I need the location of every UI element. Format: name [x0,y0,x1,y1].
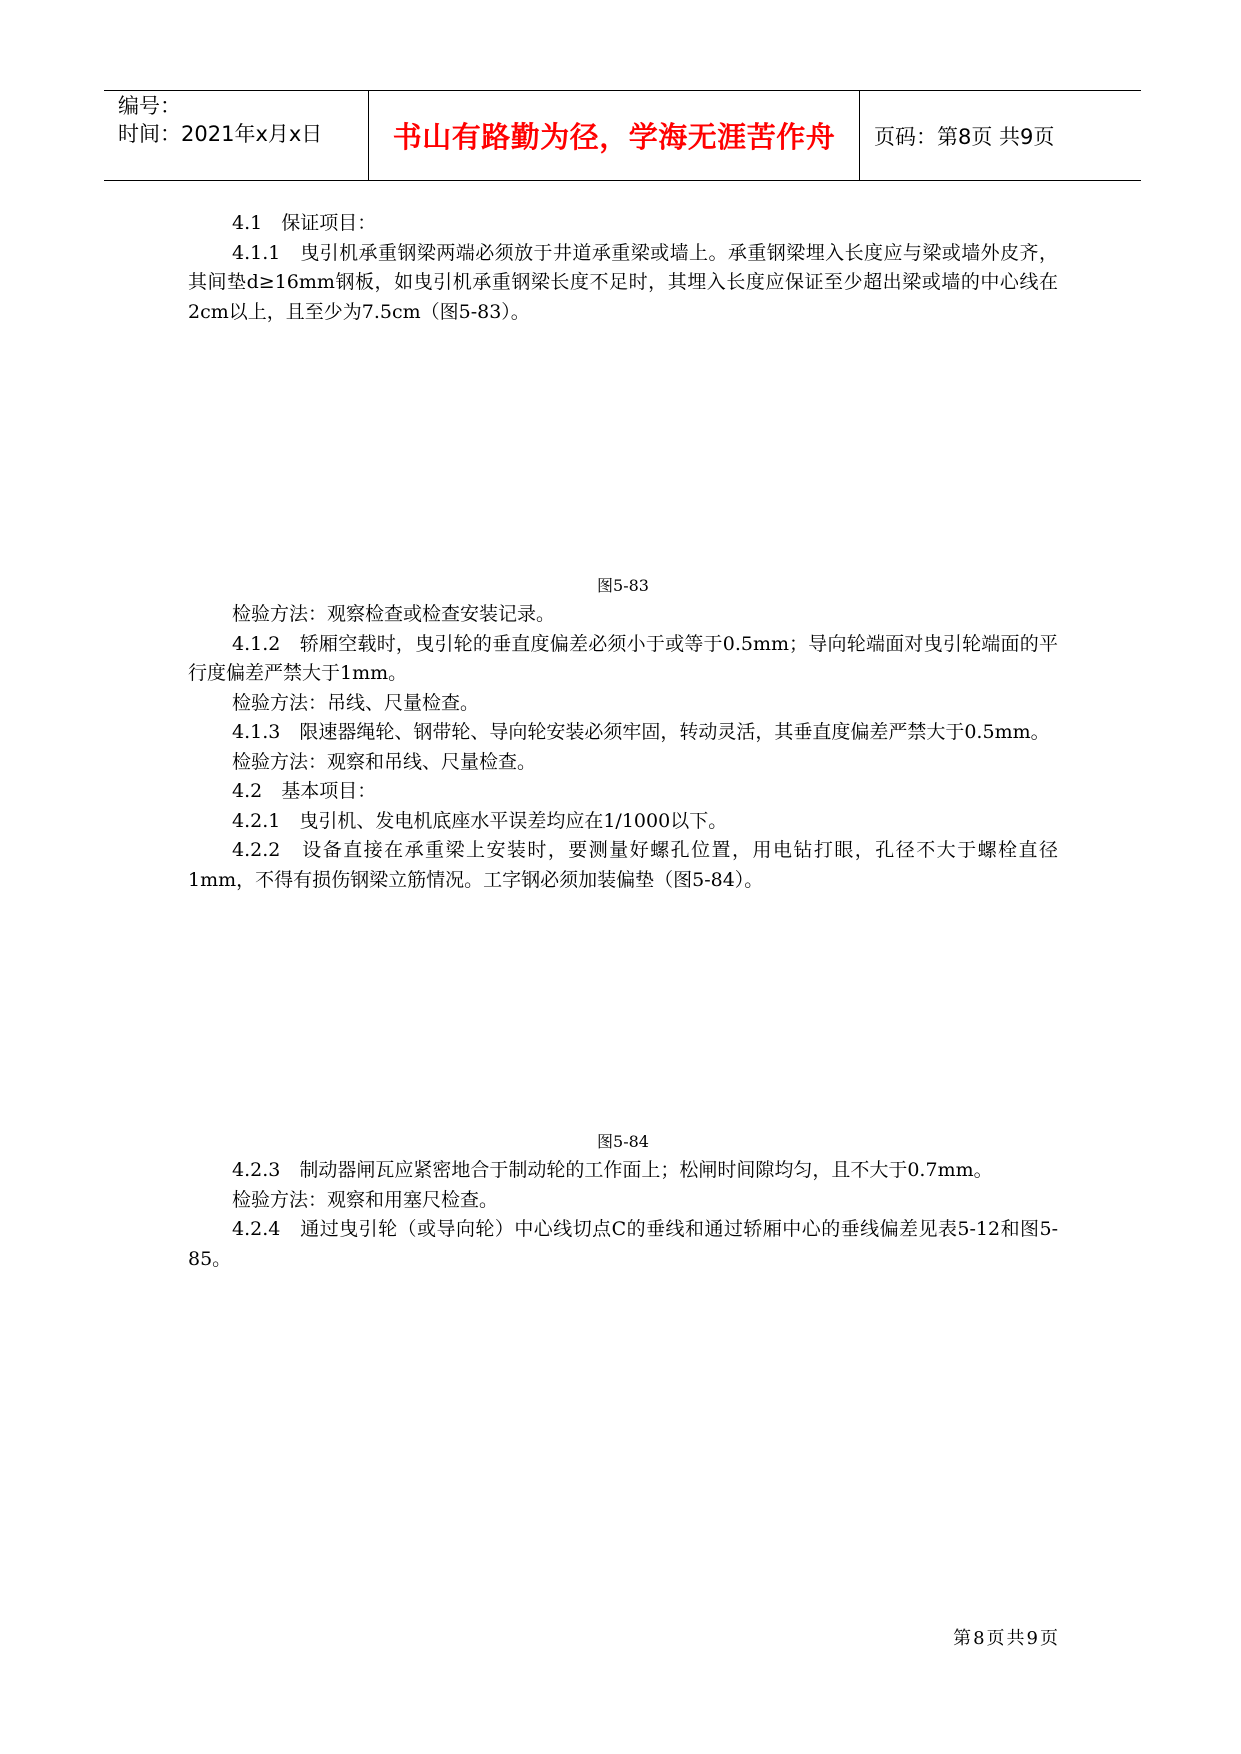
page-footer-number: 第8页共9页 [953,1628,1060,1649]
paragraph-4-2-2: 4.2.2 设备直接在承重梁上安装时，要测量好螺孔位置，用电钻打眼，孔径不大于螺栓直径1mm，不得有损伤钢梁立筋情况。工字钢必须加装偏垫（图5-84）。 [188,839,1058,891]
inspection-method-2: 检验方法：吊线、尺量检查。 [232,691,480,714]
inspection-method-4: 检验方法：观察和用塞尺检查。 [232,1188,499,1211]
inspection-method-1: 检验方法：观察检查或检查安装记录。 [232,603,556,625]
section-4-1-heading: 4.1 保证项目： [232,212,377,234]
paragraph-4-1-2: 4.1.2 轿厢空载时，曳引轮的垂直度偏差必须小于或等于0.5mm；导向轮端面对曳引轮端面的平行度偏差严禁大于1mm。 [188,632,1058,684]
document-body [188,209,1058,1274]
figure-5-83-placeholder [188,327,1058,571]
document-time-label: 时间：2021年x月x日 [118,122,323,146]
figure-5-83-caption: 图5-83 [597,576,649,595]
paragraph-4-2-3: 4.2.3 制动器闸瓦应紧密地合于制动轮的工作面上；松闸时间隙均匀，且不大于0.7mm。 [232,1159,993,1181]
header-motto: 书山有路勤为径，学海无涯苦作舟 [369,91,860,180]
inspection-method-3: 检验方法：观察和吊线、尺量检查。 [232,750,537,773]
section-4-2-heading: 4.2 基本项目： [232,780,377,802]
paragraph-4-1-3: 4.1.3 限速器绳轮、钢带轮、导向轮安装必须牢固，转动灵活，其垂直度偏差严禁大于0.5mm。 [232,721,1050,743]
page-header [104,90,1141,181]
document-number-label: 编号： [118,94,181,118]
paragraph-4-1-1: 4.1.1 曳引机承重钢梁两端必须放于井道承重梁或墙上。承重钢梁埋入长度应与梁或墙外皮齐，其间垫d≥16mm钢板，如曳引机承重钢梁长度不足时，其埋入长度应保证至少超出梁或墙的中心线在2cm以上，且至少为7.5cm（图5-83）。 [188,241,1058,323]
paragraph-4-2-1: 4.2.1 曳引机、发电机底座水平误差均应在1/1000以下。 [232,809,728,832]
figure-5-84-caption: 图5-84 [597,1132,649,1151]
header-info-cell [104,91,369,180]
paragraph-4-2-4: 4.2.4 通过曳引轮（或导向轮）中心线切点C的垂线和通过轿厢中心的垂线偏差见表5-12和图5-85。 [188,1218,1058,1270]
header-page-label: 页码：第8页 共9页 [874,124,1055,149]
figure-5-84-placeholder [188,895,1058,1127]
